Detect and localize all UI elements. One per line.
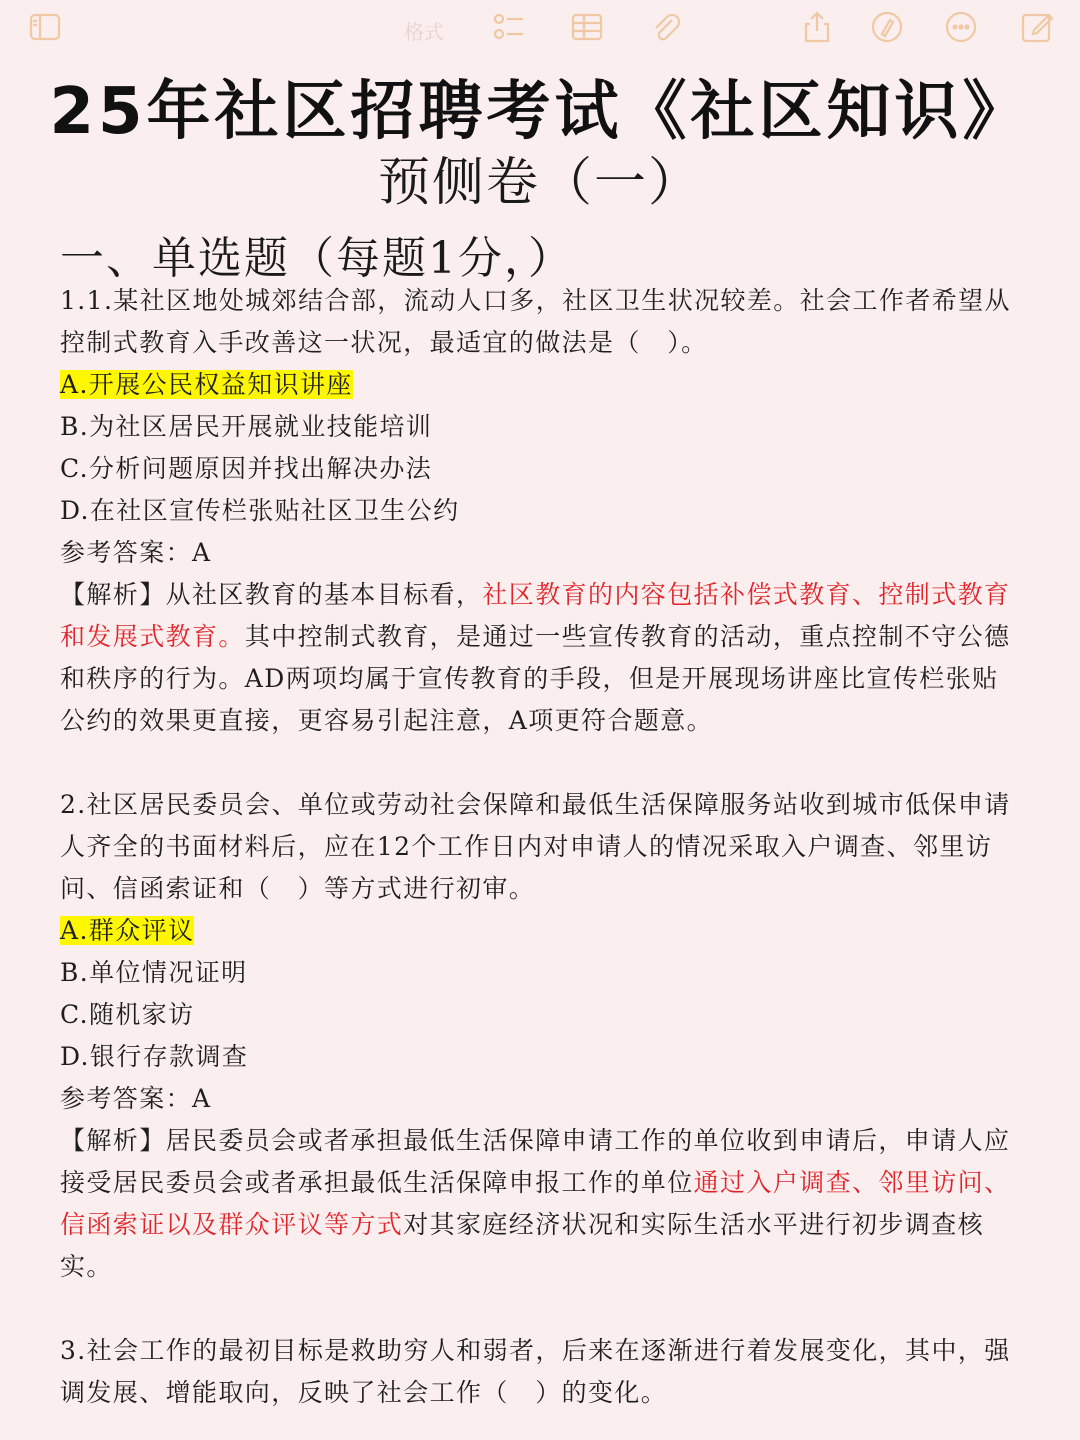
analysis (60, 1120, 1022, 1288)
correct-option-highlight: A.开展公民权益知识讲座 (60, 370, 353, 399)
document-title: 25年社区招聘考试《社区知识》 (49, 75, 1031, 149)
checklist-icon[interactable] (492, 10, 526, 44)
analysis-emphasis: 社区教育的内容包括补偿式教育、控制式教育和发展式教育。 (60, 580, 1011, 651)
option-d: D.银行存款调查 (60, 1042, 249, 1071)
correct-option-highlight: A.群众评议 (60, 916, 195, 945)
sidebar-icon[interactable] (28, 10, 62, 44)
option-c: C.分析问题原因并找出解决办法 (60, 454, 433, 483)
option-d: D.在社区宣传栏张贴社区卫生公约 (60, 496, 460, 525)
markup-icon[interactable] (870, 10, 904, 44)
option-a (60, 364, 1022, 406)
question-stem: 2.社区居民委员会、单位或劳动社会保障和最低生活保障服务站收到城市低保申请人齐全的书面材料后，应在12个工作日内对申请人的情况采取入户调查、邻里访问、信函索证和（ ）等方式进行初审。 (60, 790, 1011, 903)
format-button[interactable]: 格式 (404, 20, 444, 44)
question-stem: 3.社会工作的最初目标是救助穷人和弱者，后来在逐渐进行着发展变化，其中，强调发展、增能取向，反映了社会工作（ ）的变化。 (60, 1336, 1011, 1407)
spacer (60, 1288, 1022, 1330)
question-stem: 1.1.某社区地处城郊结合部，流动人口多，社区卫生状况较差。社会工作者希望从控制式教育入手改善这一状况，最适宜的做法是（ ）。 (60, 286, 1011, 357)
option-b: B.为社区居民开展就业技能培训 (60, 412, 433, 441)
analysis-text: 【解析】从社区教育的基本目标看， (60, 580, 483, 609)
document-body (60, 280, 1022, 1414)
option-c: C.随机家访 (60, 1000, 195, 1029)
more-icon[interactable] (944, 10, 978, 44)
spacer (60, 742, 1022, 784)
answer: 参考答案：A (60, 538, 212, 567)
analysis-text: 【解析】居民委员会或者承担最低生活保障申请工作的单位收到申请后，申请人应接受居民委员会或者承担最低生活保障申报工作的单位 (60, 1126, 1011, 1197)
share-icon[interactable] (800, 10, 834, 44)
section-heading: 一、单选题（每题1分，） (60, 233, 574, 284)
document-subtitle: 预侧卷（一） (377, 153, 702, 213)
edit-icon[interactable] (1020, 10, 1054, 44)
analysis (60, 574, 1022, 742)
analysis-emphasis: 通过入户调查、邻里访问、信函索证以及群众评议等方式 (60, 1168, 1011, 1239)
analysis-text: 其中控制式教育，是通过一些宣传教育的活动，重点控制不守公德和秩序的行为。AD两项均属于宣传教育的手段，但是开展现场讲座比宣传栏张贴公约的效果更直接，更容易引起注意，A项更符合题意。 (60, 622, 1011, 735)
app-toolbar (0, 0, 1080, 56)
table-icon[interactable] (570, 10, 604, 44)
option-b: B.单位情况证明 (60, 958, 248, 987)
attachment-icon[interactable] (648, 10, 682, 44)
option-a (60, 910, 1022, 952)
answer: 参考答案：A (60, 1084, 212, 1113)
analysis-text: 对其家庭经济状况和实际生活水平进行初步调查核实。 (60, 1210, 985, 1281)
